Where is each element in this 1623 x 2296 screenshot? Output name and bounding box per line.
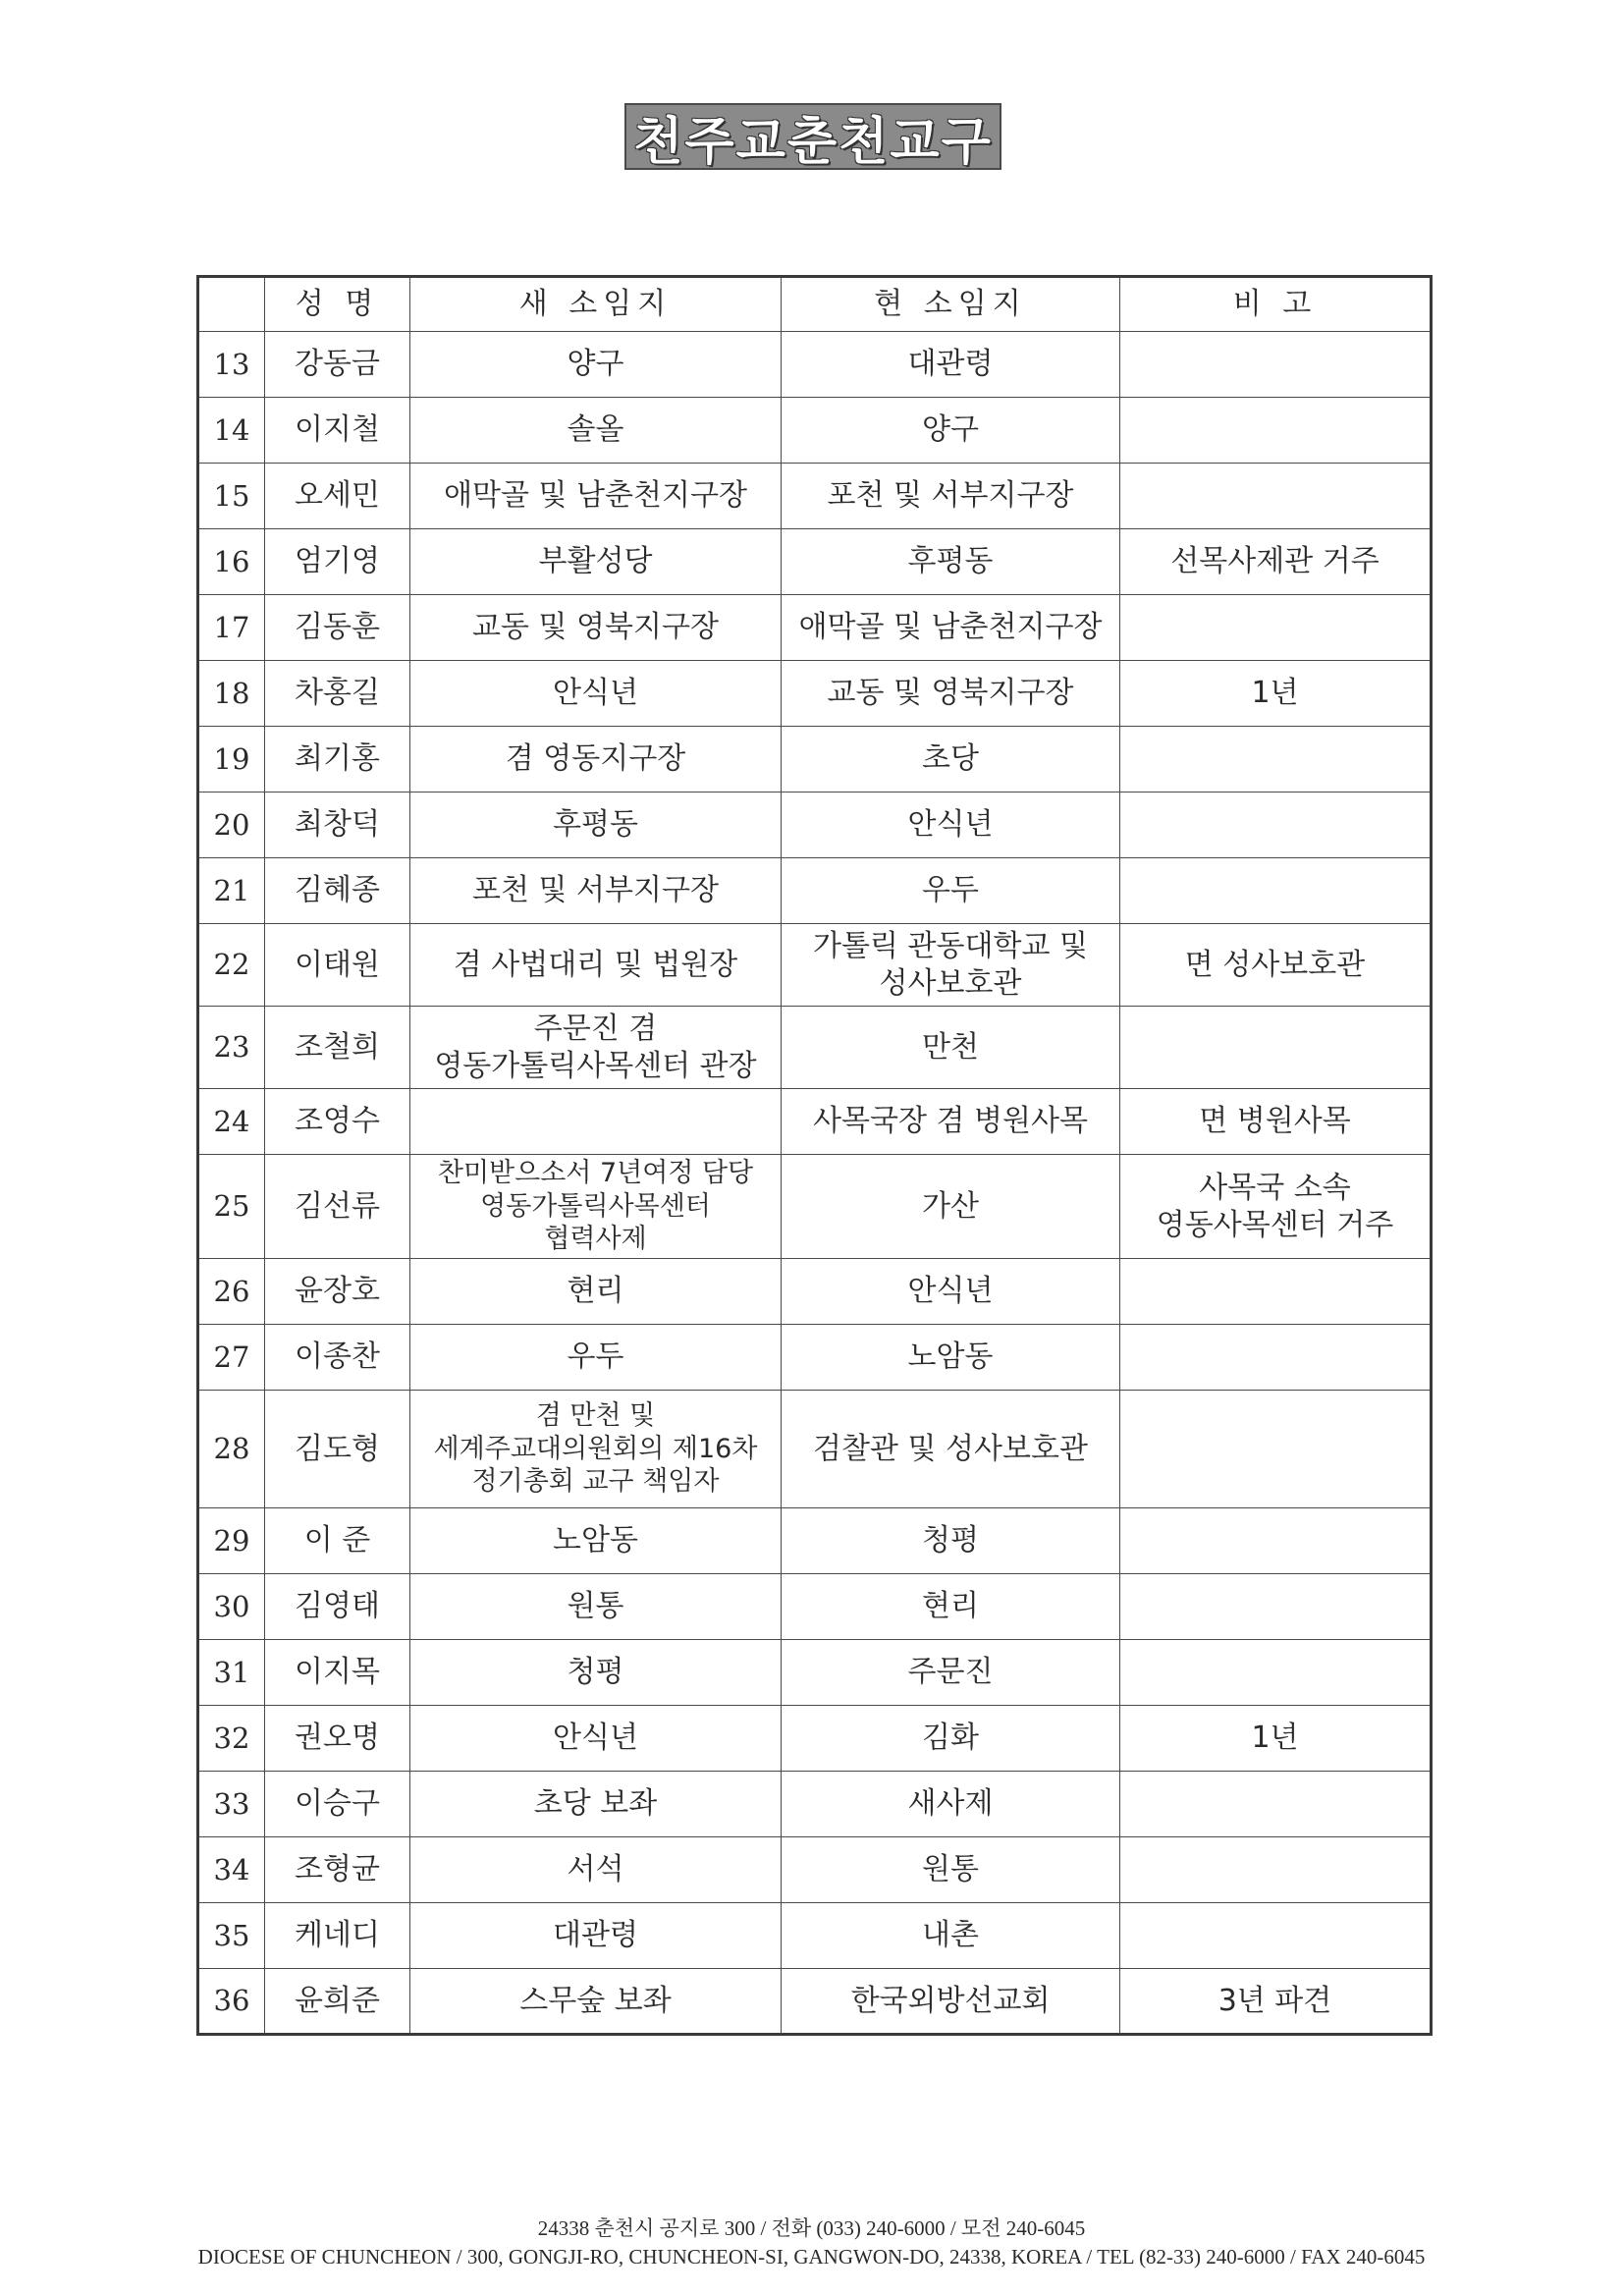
cell-number: 34 xyxy=(198,1837,265,1903)
cell-remarks xyxy=(1120,1837,1432,1903)
cell-number: 22 xyxy=(198,924,265,1007)
cell-new-post-line: 겸 만천 및 xyxy=(535,1399,656,1431)
table-row xyxy=(198,1155,1432,1259)
cell-current-post-line: 원통 xyxy=(922,1852,979,1887)
table-row xyxy=(198,1325,1432,1391)
cell-remarks xyxy=(1120,1574,1432,1640)
cell-new-post-line: 노암동 xyxy=(553,1523,638,1558)
cell-name: 김혜종 xyxy=(265,858,410,924)
cell-new-post-line: 안식년 xyxy=(553,1721,638,1756)
cell-remarks xyxy=(1120,1007,1432,1089)
cell-remarks xyxy=(1120,595,1432,661)
cell-name: 윤장호 xyxy=(265,1259,410,1325)
cell-remarks xyxy=(1120,1155,1432,1259)
cell-name: 이태원 xyxy=(265,924,410,1007)
cell-current-post xyxy=(782,727,1120,793)
cell-number: 16 xyxy=(198,529,265,595)
cell-name: 김동훈 xyxy=(265,595,410,661)
cell-name: 이 준 xyxy=(265,1508,410,1574)
col-header-new-post: 새 소임지 xyxy=(410,277,782,332)
cell-new-post-line: 우두 xyxy=(567,1339,624,1375)
cell-number: 33 xyxy=(198,1772,265,1837)
cell-current-post-line: 김화 xyxy=(922,1721,979,1756)
col-header-name: 성 명 xyxy=(265,277,410,332)
cell-number: 36 xyxy=(198,1969,265,2035)
cell-current-post xyxy=(782,398,1120,464)
cell-new-post-line: 포천 및 서부지구장 xyxy=(472,873,719,908)
cell-remarks xyxy=(1120,1089,1432,1155)
cell-current-post xyxy=(782,332,1120,398)
cell-number: 25 xyxy=(198,1155,265,1259)
cell-current-post xyxy=(782,595,1120,661)
cell-new-post xyxy=(410,1089,782,1155)
table-row xyxy=(198,1903,1432,1969)
cell-new-post xyxy=(410,332,782,398)
cell-new-post-line: 부활성당 xyxy=(538,544,653,579)
cell-new-post xyxy=(410,1325,782,1391)
cell-new-post-line: 겸 영동지구장 xyxy=(505,741,686,777)
cell-name: 최창덕 xyxy=(265,793,410,858)
cell-new-post xyxy=(410,1706,782,1772)
table-row xyxy=(198,1391,1432,1508)
cell-new-post-line: 현리 xyxy=(567,1274,624,1309)
cell-current-post xyxy=(782,661,1120,727)
cell-new-post-line: 원통 xyxy=(567,1589,624,1624)
table-row xyxy=(198,924,1432,1007)
cell-current-post xyxy=(782,1325,1120,1391)
cell-remarks-line: 선목사제관 거주 xyxy=(1170,544,1380,579)
cell-remarks xyxy=(1120,332,1432,398)
cell-remarks xyxy=(1120,1325,1432,1391)
cell-current-post-line: 한국외방선교회 xyxy=(850,1983,1051,2018)
cell-name: 강동금 xyxy=(265,332,410,398)
cell-name: 오세민 xyxy=(265,464,410,529)
cell-number: 30 xyxy=(198,1574,265,1640)
cell-name: 이지목 xyxy=(265,1640,410,1706)
cell-current-post-line: 검찰관 및 성사보호관 xyxy=(813,1431,1088,1466)
cell-new-post-line: 세계주교대의원회의 제16차 xyxy=(433,1433,758,1464)
cell-number: 15 xyxy=(198,464,265,529)
cell-new-post xyxy=(410,1969,782,2035)
cell-new-post-line: 후평동 xyxy=(553,807,638,843)
cell-number: 27 xyxy=(198,1325,265,1391)
cell-name: 이승구 xyxy=(265,1772,410,1837)
cell-new-post xyxy=(410,924,782,1007)
cell-current-post xyxy=(782,1640,1120,1706)
cell-name: 김영태 xyxy=(265,1574,410,1640)
cell-current-post xyxy=(782,1837,1120,1903)
table-row xyxy=(198,727,1432,793)
cell-new-post xyxy=(410,1903,782,1969)
cell-current-post-line: 애막골 및 남춘천지구장 xyxy=(798,610,1103,645)
cell-new-post-line: 청평 xyxy=(567,1655,624,1690)
cell-remarks-line: 3년 파견 xyxy=(1217,1983,1332,2018)
cell-number: 19 xyxy=(198,727,265,793)
cell-remarks xyxy=(1120,1259,1432,1325)
cell-number: 18 xyxy=(198,661,265,727)
cell-number: 35 xyxy=(198,1903,265,1969)
cell-remarks xyxy=(1120,529,1432,595)
cell-remarks xyxy=(1120,1772,1432,1837)
cell-remarks xyxy=(1120,858,1432,924)
diocese-title: 천주교춘천교구 xyxy=(633,112,993,172)
cell-new-post xyxy=(410,1772,782,1837)
cell-new-post-line: 찬미받으소서 7년여정 담당 xyxy=(437,1157,754,1188)
cell-current-post xyxy=(782,793,1120,858)
cell-number: 26 xyxy=(198,1259,265,1325)
col-header-current-post: 현 소임지 xyxy=(782,277,1120,332)
cell-number: 32 xyxy=(198,1706,265,1772)
cell-new-post-line: 협력사제 xyxy=(544,1224,647,1255)
cell-name: 차홍길 xyxy=(265,661,410,727)
cell-current-post xyxy=(782,1007,1120,1089)
cell-current-post-line: 안식년 xyxy=(907,1274,994,1309)
cell-remarks-line: 1년 xyxy=(1251,676,1299,711)
cell-current-post xyxy=(782,1155,1120,1259)
cell-remarks-line: 면 성사보호관 xyxy=(1184,947,1366,982)
cell-name: 조영수 xyxy=(265,1089,410,1155)
cell-name: 조형균 xyxy=(265,1837,410,1903)
cell-current-post xyxy=(782,1706,1120,1772)
cell-remarks xyxy=(1120,1903,1432,1969)
cell-current-post xyxy=(782,924,1120,1007)
cell-name: 권오명 xyxy=(265,1706,410,1772)
cell-name: 조철희 xyxy=(265,1007,410,1089)
cell-current-post-line: 주문진 xyxy=(907,1655,994,1690)
cell-new-post xyxy=(410,858,782,924)
cell-current-post-line: 현리 xyxy=(922,1589,979,1624)
diocese-logo-banner xyxy=(624,103,1001,170)
cell-new-post xyxy=(410,1155,782,1259)
cell-new-post xyxy=(410,1640,782,1706)
cell-name: 김도형 xyxy=(265,1391,410,1508)
cell-new-post-line: 겸 사법대리 및 법원장 xyxy=(453,947,738,982)
cell-remarks-line: 면 병원사목 xyxy=(1199,1104,1351,1139)
cell-remarks xyxy=(1120,727,1432,793)
table-row xyxy=(198,1007,1432,1089)
table-row xyxy=(198,1772,1432,1837)
cell-current-post xyxy=(782,1574,1120,1640)
col-header-remarks: 비 고 xyxy=(1120,277,1432,332)
col-header-number xyxy=(198,277,265,332)
cell-new-post xyxy=(410,1391,782,1508)
cell-current-post-line: 양구 xyxy=(922,412,979,448)
cell-new-post-line: 주문진 겸 xyxy=(533,1011,658,1046)
cell-current-post xyxy=(782,1259,1120,1325)
cell-remarks xyxy=(1120,464,1432,529)
cell-name: 이종찬 xyxy=(265,1325,410,1391)
cell-current-post-line: 안식년 xyxy=(907,807,994,843)
table-row xyxy=(198,332,1432,398)
cell-new-post-line: 교동 및 영북지구장 xyxy=(472,610,719,645)
table-row xyxy=(198,595,1432,661)
cell-new-post xyxy=(410,1574,782,1640)
table-row xyxy=(198,464,1432,529)
cell-new-post-line: 대관령 xyxy=(553,1918,638,1953)
cell-number: 23 xyxy=(198,1007,265,1089)
table-row xyxy=(198,1837,1432,1903)
cell-name: 최기홍 xyxy=(265,727,410,793)
cell-new-post-line: 양구 xyxy=(567,347,624,382)
cell-current-post xyxy=(782,1391,1120,1508)
cell-number: 31 xyxy=(198,1640,265,1706)
cell-current-post xyxy=(782,1089,1120,1155)
cell-current-post-line: 내촌 xyxy=(922,1918,979,1953)
cell-remarks xyxy=(1120,1391,1432,1508)
cell-current-post-line: 후평동 xyxy=(907,544,994,579)
footer-address-english: DIOCESE OF CHUNCHEON / 300, GONGJI-RO, CHUNCHEON-SI, GANGWON-DO, 24338, KOREA / TEL (82-33) 240-6000 / FAX 240-6045 xyxy=(197,2245,1426,2269)
cell-current-post-line: 포천 및 서부지구장 xyxy=(827,478,1074,514)
cell-new-post-line: 애막골 및 남춘천지구장 xyxy=(444,478,747,514)
cell-new-post xyxy=(410,793,782,858)
cell-name: 이지철 xyxy=(265,398,410,464)
cell-number: 20 xyxy=(198,793,265,858)
footer-address-korean: 24338 춘천시 공지로 300 / 전화 (033) 240-6000 / 모전 240-6045 xyxy=(537,2216,1086,2240)
cell-remarks-line: 1년 xyxy=(1251,1721,1299,1756)
cell-name: 케네디 xyxy=(265,1903,410,1969)
cell-current-post-line: 우두 xyxy=(922,873,979,908)
cell-new-post xyxy=(410,464,782,529)
table-row xyxy=(198,1259,1432,1325)
cell-new-post-line: 서석 xyxy=(567,1852,624,1887)
table-row xyxy=(198,529,1432,595)
table-header-row xyxy=(198,277,1432,332)
cell-new-post xyxy=(410,1837,782,1903)
cell-current-post-line: 성사보호관 xyxy=(879,965,1022,1001)
cell-current-post-line: 노암동 xyxy=(907,1339,994,1375)
cell-new-post-line: 솔올 xyxy=(567,412,624,448)
cell-current-post-line: 초당 xyxy=(922,741,979,777)
cell-remarks-line: 사목국 소속 xyxy=(1199,1171,1351,1205)
table-row xyxy=(198,661,1432,727)
table-row xyxy=(198,1089,1432,1155)
cell-new-post-line: 영동가톨릭사목센터 xyxy=(480,1190,711,1222)
cell-current-post xyxy=(782,1969,1120,2035)
cell-current-post xyxy=(782,529,1120,595)
table-row xyxy=(198,1574,1432,1640)
cell-remarks xyxy=(1120,1706,1432,1772)
cell-current-post xyxy=(782,464,1120,529)
cell-number: 13 xyxy=(198,332,265,398)
cell-current-post-line: 만천 xyxy=(922,1029,979,1065)
cell-new-post xyxy=(410,1007,782,1089)
table-row xyxy=(198,1508,1432,1574)
cell-remarks xyxy=(1120,398,1432,464)
cell-remarks xyxy=(1120,793,1432,858)
cell-current-post-line: 대관령 xyxy=(907,347,994,382)
cell-remarks-line: 영동사목센터 거주 xyxy=(1156,1207,1394,1242)
cell-current-post-line: 사목국장 겸 병원사목 xyxy=(813,1104,1088,1139)
cell-number: 24 xyxy=(198,1089,265,1155)
cell-current-post xyxy=(782,1508,1120,1574)
table-row xyxy=(198,1640,1432,1706)
table-row xyxy=(198,858,1432,924)
cell-new-post xyxy=(410,661,782,727)
table-body xyxy=(198,332,1432,2035)
cell-number: 14 xyxy=(198,398,265,464)
cell-new-post-line: 초당 보좌 xyxy=(533,1786,658,1822)
table-row xyxy=(198,1706,1432,1772)
cell-remarks xyxy=(1120,1640,1432,1706)
cell-number: 17 xyxy=(198,595,265,661)
cell-new-post xyxy=(410,595,782,661)
cell-current-post xyxy=(782,858,1120,924)
cell-name: 윤희준 xyxy=(265,1969,410,2035)
cell-name: 엄기영 xyxy=(265,529,410,595)
cell-new-post-line: 안식년 xyxy=(553,676,638,711)
cell-new-post-line: 스무숲 보좌 xyxy=(519,1983,672,2018)
cell-number: 29 xyxy=(198,1508,265,1574)
cell-number: 28 xyxy=(198,1391,265,1508)
table-row xyxy=(198,793,1432,858)
cell-new-post xyxy=(410,529,782,595)
cell-current-post-line: 새사제 xyxy=(907,1786,994,1822)
cell-remarks xyxy=(1120,924,1432,1007)
table-row xyxy=(198,398,1432,464)
assignment-table xyxy=(196,275,1433,2036)
cell-new-post-line: 정기총회 교구 책임자 xyxy=(471,1466,720,1498)
cell-current-post-line: 가산 xyxy=(922,1188,979,1224)
cell-name: 김선류 xyxy=(265,1155,410,1259)
cell-number: 21 xyxy=(198,858,265,924)
cell-current-post-line: 가톨릭 관동대학교 및 xyxy=(813,929,1088,963)
cell-new-post-line: 영동가톨릭사목센터 관장 xyxy=(434,1048,757,1083)
cell-current-post-line: 교동 및 영북지구장 xyxy=(827,676,1074,711)
cell-remarks xyxy=(1120,1969,1432,2035)
cell-current-post xyxy=(782,1772,1120,1837)
table-row xyxy=(198,1969,1432,2035)
cell-new-post xyxy=(410,1259,782,1325)
cell-remarks xyxy=(1120,1508,1432,1574)
cell-current-post-line: 청평 xyxy=(922,1523,979,1558)
cell-new-post xyxy=(410,727,782,793)
cell-current-post xyxy=(782,1903,1120,1969)
cell-new-post xyxy=(410,398,782,464)
cell-new-post xyxy=(410,1508,782,1574)
cell-remarks xyxy=(1120,661,1432,727)
